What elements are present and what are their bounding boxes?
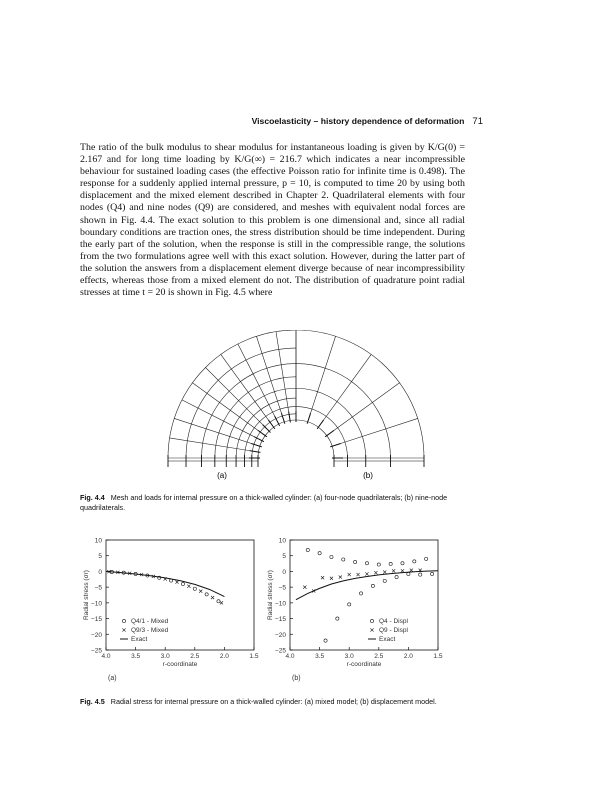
y-tick-label: −20 <box>274 631 286 639</box>
legend-label: Q9/3 - Mixed <box>131 627 169 634</box>
legend-symbol <box>122 628 125 631</box>
plot-frame <box>290 540 438 650</box>
figure-4-4-caption-text: Mesh and loads for internal pressure on a thick-walled cylinder: (a) four-node quadrilaterals; (b) nine-node quadrilaterals. <box>80 493 448 512</box>
y-tick-label: −25 <box>90 647 102 655</box>
data-point-circle <box>425 557 428 560</box>
figure-4-4-caption <box>80 493 472 513</box>
data-point-circle <box>306 548 309 551</box>
data-point-circle <box>324 639 327 642</box>
y-tick-label: 0 <box>282 568 286 576</box>
data-point-circle <box>371 584 374 587</box>
data-point-circle <box>401 562 404 565</box>
mesh-b-arc <box>296 420 334 458</box>
x-axis-label: r-coordinate <box>162 661 198 668</box>
data-point-circle <box>205 593 208 596</box>
y-tick-label: −15 <box>90 616 102 624</box>
figure-4-4a-label: (a) <box>217 471 227 480</box>
panel-label: (b) <box>292 675 301 682</box>
y-tick-label: −10 <box>90 600 102 608</box>
x-tick-label: 2.0 <box>403 653 413 660</box>
mesh-b-load-arrow <box>317 420 323 429</box>
legend-label: Q4/1 - Mixed <box>131 618 169 625</box>
data-point-cross <box>303 586 306 589</box>
y-tick-label: 10 <box>278 537 286 545</box>
data-point-circle <box>377 563 380 566</box>
y-tick-label: −5 <box>278 584 286 592</box>
running-title: Viscoelasticity – history dependence of deformation <box>251 116 465 126</box>
data-point-cross <box>199 590 202 593</box>
mesh-a-radial-line <box>238 344 279 424</box>
data-point-cross <box>339 575 342 578</box>
data-point-cross <box>401 569 404 572</box>
x-tick-label: 3.0 <box>160 653 170 660</box>
data-point-circle <box>348 603 351 606</box>
mesh-b-arc <box>296 407 347 458</box>
legend-label: Exact <box>379 636 396 643</box>
figure-4-4-label: Fig. 4.4 <box>80 493 105 502</box>
legend-symbol <box>370 619 373 622</box>
data-point-circle <box>359 592 362 595</box>
mesh-b-arc <box>296 330 424 458</box>
y-tick-label: −15 <box>274 616 286 624</box>
mesh-a-load-arrow <box>263 425 271 433</box>
figure-4-5-label: Fig. 4.5 <box>80 697 105 706</box>
y-tick-label: −25 <box>274 647 286 655</box>
legend-label: Q9 - Displ <box>379 627 408 634</box>
data-point-cross <box>175 581 178 584</box>
data-point-cross <box>211 596 214 599</box>
x-tick-label: 3.5 <box>315 653 325 660</box>
data-point-circle <box>181 582 184 585</box>
data-point-circle <box>383 579 386 582</box>
data-point-circle <box>318 552 321 555</box>
data-point-circle <box>342 558 345 561</box>
mesh-a-radial-line <box>276 332 290 421</box>
data-point-cross <box>321 576 324 579</box>
y-tick-label: −10 <box>274 600 286 608</box>
y-tick-label: 5 <box>282 553 286 561</box>
figure-4-5-caption <box>80 697 472 707</box>
data-point-cross <box>348 573 351 576</box>
data-point-circle <box>330 555 333 558</box>
data-point-cross <box>392 569 395 572</box>
data-point-cross <box>330 577 333 580</box>
body-paragraph: The ratio of the bulk modulus to shear modulus for instantaneous loading is given by K/G(0) = 2.167 and for long time loading by K/G(∞) = 216.7 which indicates a near incompressible behaviour for sustained loading cases (the effective Poisson ratio for infinite time is 0.498). The response for a suddenly applied internal pressure, p = 10, is computed to time 20 by using both displacement and the mixed element described in Chapter 2. Quadrilateral elements with four nodes (Q4) and nine nodes (Q9) are considered, and meshes with equivalent nodal forces are shown in Fig. 4.4. The exact solution to this problem is one dimensional and, since all radial boundary conditions are traction ones, the stress distribution should be time independent. During the early part of the solution, when the response is still in the compressible range, the solutions from the two formulations agree well with this exact solution. However, during the latter part of the solution the answers from a displacement element diverge because of near incompressibility effects, whereas those from a mixed element do not. The distribution of quadrature point radial stresses at time t = 20 is shown in Fig. 4.5 where <box>80 142 465 299</box>
y-tick-label: 5 <box>98 553 102 561</box>
x-tick-label: 2.5 <box>374 653 384 660</box>
data-point-cross <box>410 569 413 572</box>
page-number: 71 <box>472 116 483 127</box>
legend-label: Exact <box>131 636 148 643</box>
figure-4-5-caption-text: Radial stress for internal pressure on a thick-walled cylinder: (a) mixed model; (b) displacement model. <box>110 697 437 706</box>
legend-label: Q4 - Displ <box>379 618 408 625</box>
x-axis-label: r-coordinate <box>346 661 382 668</box>
figure-4-4b-label: (b) <box>363 471 373 480</box>
y-tick-label: −20 <box>90 631 102 639</box>
data-point-circle <box>389 562 392 565</box>
data-point-circle <box>193 587 196 590</box>
data-point-circle <box>419 573 422 576</box>
x-tick-label: 2.0 <box>219 653 229 660</box>
data-point-cross <box>356 573 359 576</box>
data-point-circle <box>217 600 220 603</box>
y-axis-label: Radial stress (σr) <box>83 570 90 620</box>
panel-label: (a) <box>108 675 117 682</box>
y-tick-label: −5 <box>94 584 102 592</box>
data-point-cross <box>187 585 190 588</box>
y-tick-label: 10 <box>94 537 102 545</box>
mesh-b-arc <box>296 388 366 458</box>
data-point-circle <box>395 575 398 578</box>
y-tick-label: 0 <box>98 568 102 576</box>
data-point-cross <box>374 571 377 574</box>
x-tick-label: 1.5 <box>433 653 443 660</box>
x-tick-label: 3.5 <box>131 653 141 660</box>
x-tick-label: 4.0 <box>101 653 111 660</box>
mesh-b-load-arrow <box>325 430 334 436</box>
data-point-circle <box>365 562 368 565</box>
mesh-a-radial-line <box>170 438 259 452</box>
x-tick-label: 4.0 <box>285 653 295 660</box>
data-point-cross <box>365 572 368 575</box>
data-point-cross <box>383 570 386 573</box>
plot-frame <box>106 540 254 650</box>
data-point-circle <box>430 572 433 575</box>
figure-4-5b-chart <box>260 532 460 692</box>
figure-4-5a-chart <box>76 532 266 692</box>
series-exact-line <box>296 571 438 600</box>
data-point-circle <box>336 617 339 620</box>
legend-symbol <box>122 619 125 622</box>
x-tick-label: 2.5 <box>190 653 200 660</box>
mesh-a-radial-line <box>182 400 262 441</box>
data-point-cross <box>220 601 223 604</box>
data-point-circle <box>407 572 410 575</box>
data-point-circle <box>413 560 416 563</box>
figure-4-4-mesh <box>110 330 480 490</box>
mesh-b-arc <box>296 364 390 458</box>
x-tick-label: 1.5 <box>249 653 259 660</box>
legend-symbol <box>370 628 373 631</box>
data-point-circle <box>354 560 357 563</box>
running-header <box>80 116 483 127</box>
y-axis-label: Radial stress (σr) <box>267 570 274 620</box>
x-tick-label: 3.0 <box>344 653 354 660</box>
